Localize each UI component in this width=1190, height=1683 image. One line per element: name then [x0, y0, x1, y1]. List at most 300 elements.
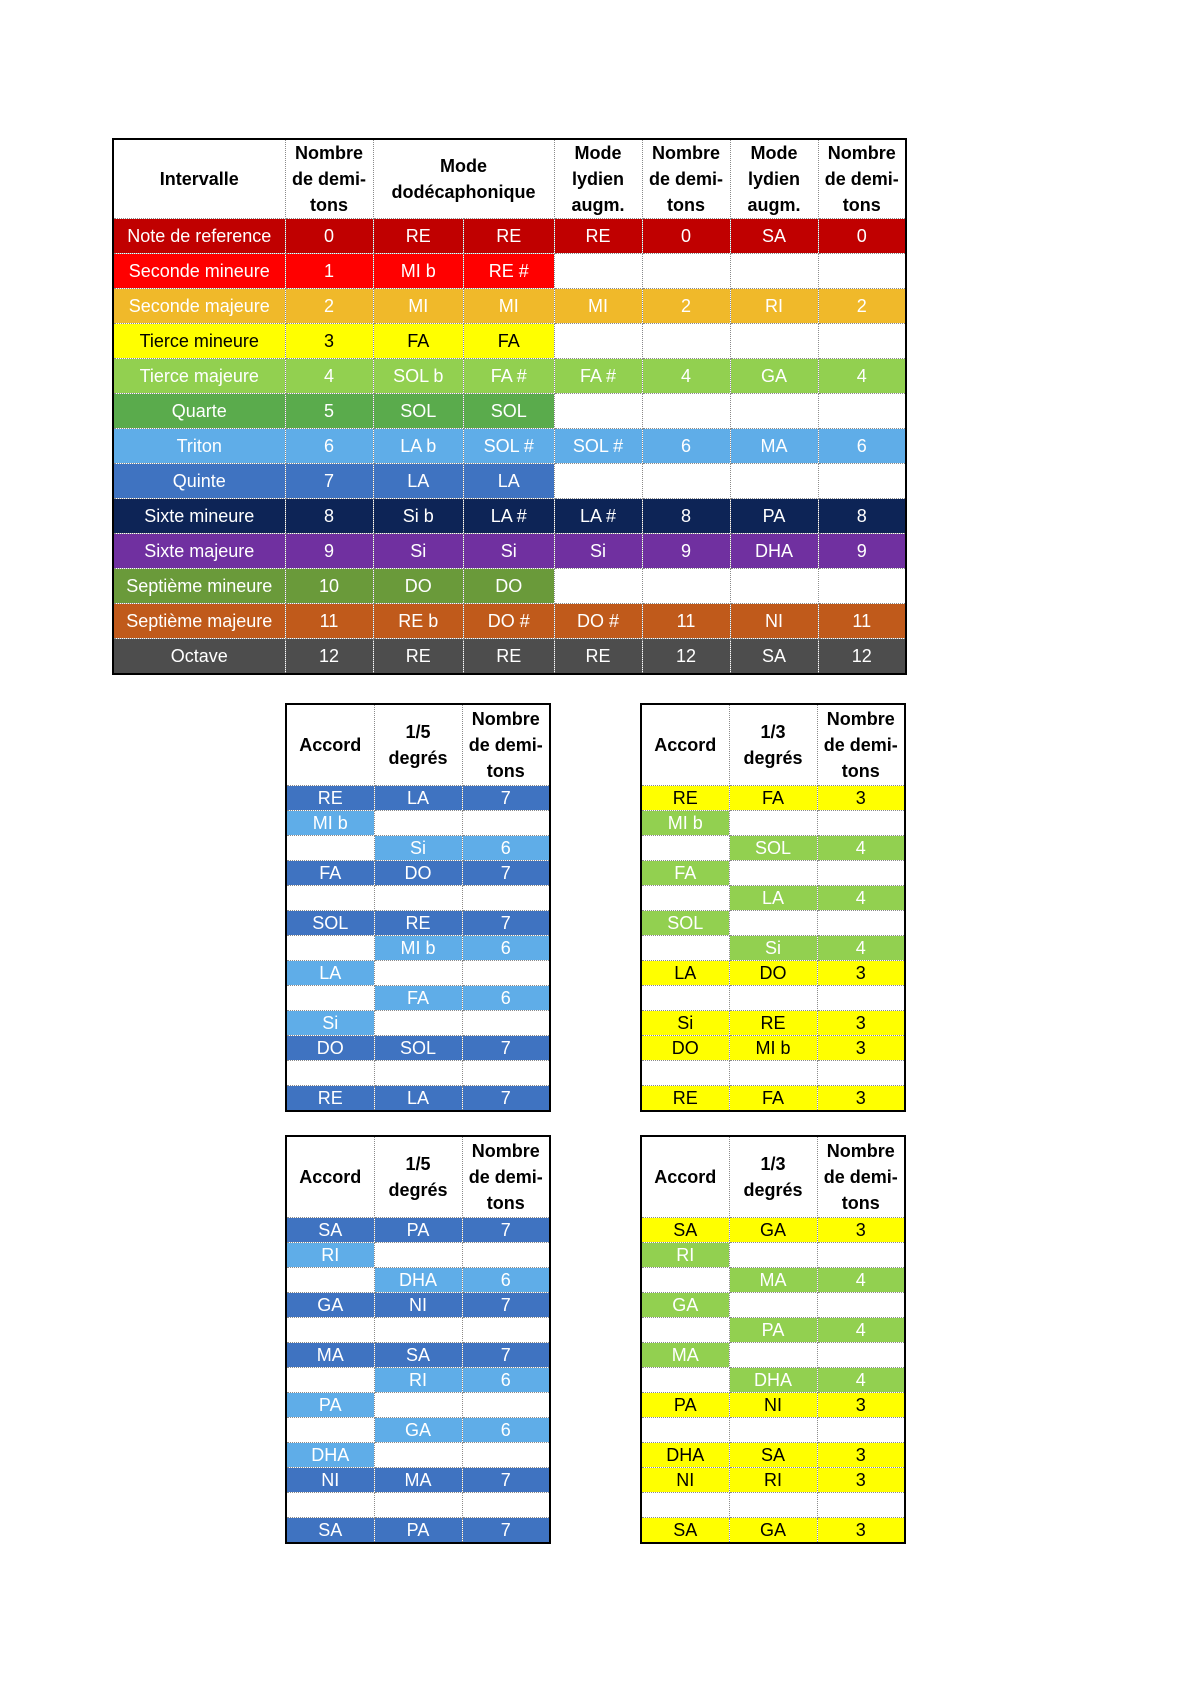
interval-cell-label: Seconde majeure: [113, 289, 285, 324]
accord-row: [641, 1493, 905, 1518]
interval-cell-n2: 0: [642, 219, 730, 254]
accord-row: [286, 1086, 550, 1112]
accord-cell-c: 3: [817, 1393, 905, 1418]
accord-cell-a: [641, 1061, 729, 1086]
accord-cell-b: [374, 1393, 462, 1418]
accord-cell-c: 6: [462, 936, 550, 961]
accord-cell-a: MI b: [641, 811, 729, 836]
accord-cell-c: [817, 1293, 905, 1318]
interval-cell-label: Tierce mineure: [113, 324, 285, 359]
interval-cell-d2: RE: [464, 219, 555, 254]
accord-row: [286, 861, 550, 886]
accord-cell-a: MA: [641, 1343, 729, 1368]
accord-row: [286, 1393, 550, 1418]
header-accord: Accord: [641, 704, 729, 786]
accord-cell-a: [286, 1368, 374, 1393]
accord-cell-a: SOL: [641, 911, 729, 936]
interval-cell-l2: GA: [730, 359, 818, 394]
header-nombre-demitons: Nombre de demi-tons: [817, 704, 905, 786]
accord-row: [641, 1318, 905, 1343]
accord-cell-b: SOL: [729, 836, 817, 861]
interval-row: [113, 359, 906, 394]
accord-cell-b: LA: [729, 886, 817, 911]
interval-cell-l1: [554, 464, 642, 499]
interval-cell-d2: Si: [464, 534, 555, 569]
accord-row: [641, 1418, 905, 1443]
interval-cell-d2: DO #: [464, 604, 555, 639]
accord-cell-c: 3: [817, 1036, 905, 1061]
interval-cell-n2: [642, 254, 730, 289]
interval-cell-n3: 8: [818, 499, 906, 534]
accord-quintes-table-2: [285, 1135, 551, 1544]
accord-cell-c: [817, 1343, 905, 1368]
accord-cell-c: 3: [817, 1518, 905, 1544]
accord-cell-c: [462, 1243, 550, 1268]
header-nombre-demitons: Nombre de demi-tons: [285, 139, 373, 219]
accord-cell-b: [374, 886, 462, 911]
accord-row: [641, 1518, 905, 1544]
accord-cell-b: GA: [729, 1218, 817, 1243]
interval-cell-d2: FA: [464, 324, 555, 359]
header-mode-dodecaphonique: Mode dodécaphonique: [373, 139, 554, 219]
accord-cell-b: DO: [374, 861, 462, 886]
accord-cell-c: 3: [817, 1011, 905, 1036]
interval-cell-n: 6: [285, 429, 373, 464]
interval-row: [113, 429, 906, 464]
interval-cell-n3: 11: [818, 604, 906, 639]
accord-cell-c: [462, 1318, 550, 1343]
accord-row: [286, 886, 550, 911]
accord-cell-c: 3: [817, 961, 905, 986]
accord-cell-b: FA: [729, 1086, 817, 1112]
accord-cell-a: RI: [641, 1243, 729, 1268]
accord-cell-b: DHA: [729, 1368, 817, 1393]
accord-cell-a: [286, 986, 374, 1011]
interval-cell-l2: [730, 394, 818, 429]
accord-cell-b: MA: [374, 1468, 462, 1493]
accord-row: [641, 1343, 905, 1368]
accord-row: [286, 1418, 550, 1443]
accord-row: [286, 811, 550, 836]
accord-cell-c: [817, 1418, 905, 1443]
accord-cell-a: SA: [286, 1518, 374, 1544]
interval-cell-d2: RE #: [464, 254, 555, 289]
accord-row: [286, 1368, 550, 1393]
accord-quintes-table-1: [285, 703, 551, 1112]
accord-cell-c: 7: [462, 861, 550, 886]
accord-cell-b: MI b: [374, 936, 462, 961]
interval-cell-l1: [554, 254, 642, 289]
accord-cell-c: [462, 961, 550, 986]
header-nombre-demitons: Nombre de demi-tons: [462, 1136, 550, 1218]
accord-cell-b: DO: [729, 961, 817, 986]
accord-cell-b: [729, 1293, 817, 1318]
accord-cell-b: PA: [374, 1518, 462, 1544]
accord-table-header: [641, 1136, 905, 1218]
accord-cell-a: [286, 1268, 374, 1293]
accord-cell-b: GA: [374, 1418, 462, 1443]
accord-cell-a: GA: [641, 1293, 729, 1318]
interval-cell-n3: 12: [818, 639, 906, 675]
accord-row: [286, 1243, 550, 1268]
interval-cell-n3: 0: [818, 219, 906, 254]
interval-cell-n: 1: [285, 254, 373, 289]
accord-cell-c: 6: [462, 986, 550, 1011]
accord-cell-c: [462, 1493, 550, 1518]
accord-cell-a: RE: [286, 786, 374, 811]
accord-cell-a: PA: [286, 1393, 374, 1418]
accord-cell-a: [286, 886, 374, 911]
interval-cell-label: Sixte mineure: [113, 499, 285, 534]
accord-cell-b: NI: [374, 1293, 462, 1318]
accord-row: [286, 1493, 550, 1518]
accord-cell-c: 3: [817, 786, 905, 811]
accord-row: [286, 986, 550, 1011]
interval-cell-d2: SOL: [464, 394, 555, 429]
accord-cell-a: GA: [286, 1293, 374, 1318]
accord-row: [641, 1368, 905, 1393]
accord-cell-c: [462, 1061, 550, 1086]
accord-row: [641, 786, 905, 811]
accord-cell-c: 4: [817, 936, 905, 961]
interval-row: [113, 324, 906, 359]
accord-cell-a: SA: [641, 1218, 729, 1243]
accord-cell-a: NI: [286, 1468, 374, 1493]
accord-cell-a: SA: [641, 1518, 729, 1544]
header-accord: Accord: [286, 704, 374, 786]
interval-cell-n: 7: [285, 464, 373, 499]
header-mode-lydien-1: Mode lydien augm.: [554, 139, 642, 219]
accord-cell-b: [374, 811, 462, 836]
interval-cell-n3: 6: [818, 429, 906, 464]
accord-cell-a: [286, 836, 374, 861]
interval-cell-n3: [818, 464, 906, 499]
accord-cell-c: 7: [462, 1036, 550, 1061]
interval-cell-d1: DO: [373, 569, 464, 604]
interval-cell-d1: MI: [373, 289, 464, 324]
accord-cell-b: [729, 1343, 817, 1368]
interval-cell-n: 10: [285, 569, 373, 604]
accord-tierces-table-2: [640, 1135, 906, 1544]
accord-cell-b: MI b: [729, 1036, 817, 1061]
header-nombre-demitons: Nombre de demi-tons: [817, 1136, 905, 1218]
interval-cell-n2: 12: [642, 639, 730, 675]
accord-cell-c: [462, 886, 550, 911]
accord-row: [641, 986, 905, 1011]
accord-cell-c: 7: [462, 1468, 550, 1493]
accord-cell-a: SOL: [286, 911, 374, 936]
accord-row: [641, 1036, 905, 1061]
interval-cell-l1: RE: [554, 219, 642, 254]
accord-cell-c: 4: [817, 1268, 905, 1293]
accord-cell-b: [374, 1443, 462, 1468]
accord-cell-c: 3: [817, 1086, 905, 1112]
interval-row: [113, 464, 906, 499]
interval-cell-d1: RE: [373, 639, 464, 675]
accord-cell-a: MI b: [286, 811, 374, 836]
accord-cell-b: SA: [374, 1343, 462, 1368]
accord-cell-b: [729, 1493, 817, 1518]
accord-cell-a: [286, 1061, 374, 1086]
header-intervalle: Intervalle: [113, 139, 285, 219]
interval-cell-n2: [642, 324, 730, 359]
accord-row: [286, 1318, 550, 1343]
accord-cell-c: 6: [462, 1418, 550, 1443]
interval-cell-n: 11: [285, 604, 373, 639]
accord-cell-b: Si: [729, 936, 817, 961]
accord-row: [286, 1443, 550, 1468]
interval-cell-label: Septième majeure: [113, 604, 285, 639]
accord-row: [286, 1468, 550, 1493]
accord-cell-a: [641, 986, 729, 1011]
accord-cell-a: [286, 1318, 374, 1343]
accord-row: [286, 786, 550, 811]
interval-cell-l2: PA: [730, 499, 818, 534]
interval-row: [113, 569, 906, 604]
accord-row: [286, 936, 550, 961]
accord-cell-a: [641, 1368, 729, 1393]
accord-cell-b: LA: [374, 1086, 462, 1112]
accord-cell-b: RE: [374, 911, 462, 936]
interval-cell-l2: DHA: [730, 534, 818, 569]
accord-cell-a: [641, 1268, 729, 1293]
interval-cell-label: Quinte: [113, 464, 285, 499]
accord-cell-b: [729, 811, 817, 836]
interval-cell-d2: DO: [464, 569, 555, 604]
interval-cell-n2: 4: [642, 359, 730, 394]
accord-cell-b: [374, 1061, 462, 1086]
accord-cell-a: MA: [286, 1343, 374, 1368]
accord-cell-c: [817, 1493, 905, 1518]
interval-cell-d1: Si: [373, 534, 464, 569]
accord-cell-b: RI: [374, 1368, 462, 1393]
interval-cell-d1: MI b: [373, 254, 464, 289]
interval-cell-n2: [642, 569, 730, 604]
accord-row: [286, 1518, 550, 1544]
accord-row: [641, 886, 905, 911]
interval-cell-l1: [554, 324, 642, 359]
accord-row: [641, 1011, 905, 1036]
accord-row: [641, 911, 905, 936]
interval-cell-l2: SA: [730, 639, 818, 675]
interval-cell-n: 3: [285, 324, 373, 359]
interval-cell-n: 5: [285, 394, 373, 429]
interval-cell-d1: FA: [373, 324, 464, 359]
interval-cell-l1: MI: [554, 289, 642, 324]
accord-row: [641, 1443, 905, 1468]
header-nombre-demitons-3: Nombre de demi-tons: [818, 139, 906, 219]
accord-cell-c: 4: [817, 1318, 905, 1343]
accord-cell-a: Si: [641, 1011, 729, 1036]
interval-cell-label: Triton: [113, 429, 285, 464]
accord-cell-c: 3: [817, 1218, 905, 1243]
accord-cell-c: [462, 1443, 550, 1468]
accord-row: [286, 836, 550, 861]
interval-cell-l1: [554, 569, 642, 604]
header-nombre-demitons-2: Nombre de demi-tons: [642, 139, 730, 219]
accord-cell-a: NI: [641, 1468, 729, 1493]
accord-row: [286, 1218, 550, 1243]
interval-cell-n2: 11: [642, 604, 730, 639]
accord-row: [641, 1393, 905, 1418]
accord-cell-b: [374, 1011, 462, 1036]
interval-cell-l1: LA #: [554, 499, 642, 534]
interval-cell-l2: NI: [730, 604, 818, 639]
interval-row: [113, 499, 906, 534]
interval-cell-n2: [642, 464, 730, 499]
accord-cell-a: DO: [286, 1036, 374, 1061]
accord-cell-c: 4: [817, 836, 905, 861]
header-accord: Accord: [641, 1136, 729, 1218]
accord-cell-a: DHA: [641, 1443, 729, 1468]
accord-cell-a: LA: [641, 961, 729, 986]
accord-row: [286, 1061, 550, 1086]
interval-cell-n3: [818, 254, 906, 289]
interval-cell-label: Octave: [113, 639, 285, 675]
interval-row: [113, 394, 906, 429]
accord-cell-b: [729, 986, 817, 1011]
accord-cell-c: 6: [462, 836, 550, 861]
accord-cell-b: RE: [729, 1011, 817, 1036]
accord-table-header: [641, 704, 905, 786]
accord-cell-a: [286, 1418, 374, 1443]
accord-cell-c: [462, 1393, 550, 1418]
interval-cell-n2: 8: [642, 499, 730, 534]
header-degres: 1/3 degrés: [729, 704, 817, 786]
interval-cell-l2: [730, 324, 818, 359]
interval-cell-n3: [818, 324, 906, 359]
accord-cell-b: [729, 1418, 817, 1443]
interval-row: [113, 219, 906, 254]
header-accord: Accord: [286, 1136, 374, 1218]
accord-cell-b: [374, 1318, 462, 1343]
interval-cell-label: Quarte: [113, 394, 285, 429]
accord-cell-c: [462, 811, 550, 836]
accord-cell-a: RE: [641, 786, 729, 811]
accord-cell-b: [729, 911, 817, 936]
accord-row: [641, 936, 905, 961]
interval-cell-d2: MI: [464, 289, 555, 324]
interval-cell-d2: LA: [464, 464, 555, 499]
accord-row: [641, 1293, 905, 1318]
accord-row: [286, 1036, 550, 1061]
accord-cell-c: 7: [462, 786, 550, 811]
interval-cell-d1: Si b: [373, 499, 464, 534]
interval-cell-l2: SA: [730, 219, 818, 254]
interval-cell-l2: [730, 254, 818, 289]
accord-row: [286, 911, 550, 936]
accord-cell-b: Si: [374, 836, 462, 861]
interval-cell-l1: DO #: [554, 604, 642, 639]
accord-cell-a: LA: [286, 961, 374, 986]
interval-table-header: [113, 139, 906, 219]
interval-cell-n3: 9: [818, 534, 906, 569]
interval-cell-n2: [642, 394, 730, 429]
accord-row: [641, 1218, 905, 1243]
interval-cell-n2: 6: [642, 429, 730, 464]
accord-cell-c: [462, 1011, 550, 1036]
interval-cell-n: 2: [285, 289, 373, 324]
accord-cell-b: SA: [729, 1443, 817, 1468]
accord-cell-b: GA: [729, 1518, 817, 1544]
accord-cell-a: [286, 936, 374, 961]
interval-cell-d1: SOL: [373, 394, 464, 429]
interval-cell-d1: RE: [373, 219, 464, 254]
accord-cell-c: 6: [462, 1268, 550, 1293]
accord-cell-a: [641, 1318, 729, 1343]
accord-cell-b: MA: [729, 1268, 817, 1293]
accord-row: [641, 961, 905, 986]
accord-cell-b: NI: [729, 1393, 817, 1418]
accord-cell-c: [817, 811, 905, 836]
accord-cell-a: [641, 836, 729, 861]
accord-cell-c: 3: [817, 1443, 905, 1468]
accord-cell-a: PA: [641, 1393, 729, 1418]
interval-cell-n: 8: [285, 499, 373, 534]
accord-cell-c: 4: [817, 1368, 905, 1393]
accord-row: [641, 1243, 905, 1268]
accord-table-header: [286, 704, 550, 786]
accord-cell-a: Si: [286, 1011, 374, 1036]
accord-cell-a: [641, 1493, 729, 1518]
accord-cell-a: [641, 886, 729, 911]
accord-cell-a: DO: [641, 1036, 729, 1061]
accord-cell-c: 4: [817, 886, 905, 911]
accord-cell-a: FA: [641, 861, 729, 886]
interval-cell-n: 9: [285, 534, 373, 569]
header-degres: 1/3 degrés: [729, 1136, 817, 1218]
interval-cell-l2: RI: [730, 289, 818, 324]
interval-cell-d1: SOL b: [373, 359, 464, 394]
header-mode-lydien-2: Mode lydien augm.: [730, 139, 818, 219]
accord-cell-b: [729, 861, 817, 886]
interval-cell-l1: FA #: [554, 359, 642, 394]
accord-row: [641, 1268, 905, 1293]
accord-cell-c: [817, 1243, 905, 1268]
accord-row: [641, 1061, 905, 1086]
interval-cell-l1: [554, 394, 642, 429]
accord-cell-a: [641, 936, 729, 961]
accord-row: [286, 961, 550, 986]
interval-table: [112, 138, 907, 675]
accord-cell-b: LA: [374, 786, 462, 811]
interval-cell-label: Note de reference: [113, 219, 285, 254]
interval-cell-l2: [730, 569, 818, 604]
accord-cell-c: [817, 911, 905, 936]
interval-cell-l1: SOL #: [554, 429, 642, 464]
accord-cell-b: [374, 961, 462, 986]
accord-row: [286, 1268, 550, 1293]
accord-cell-a: [286, 1493, 374, 1518]
interval-cell-l1: Si: [554, 534, 642, 569]
accord-cell-a: [641, 1418, 729, 1443]
interval-cell-l1: RE: [554, 639, 642, 675]
accord-row: [286, 1011, 550, 1036]
accord-row: [641, 1086, 905, 1112]
interval-cell-n2: 9: [642, 534, 730, 569]
accord-tierces-table-1: [640, 703, 906, 1112]
interval-cell-d2: FA #: [464, 359, 555, 394]
interval-cell-n3: [818, 394, 906, 429]
accord-row: [641, 861, 905, 886]
accord-cell-b: [374, 1493, 462, 1518]
accord-row: [641, 836, 905, 861]
accord-row: [641, 1468, 905, 1493]
interval-cell-n3: 4: [818, 359, 906, 394]
accord-cell-b: PA: [374, 1218, 462, 1243]
interval-cell-d1: LA: [373, 464, 464, 499]
accord-cell-b: FA: [374, 986, 462, 1011]
